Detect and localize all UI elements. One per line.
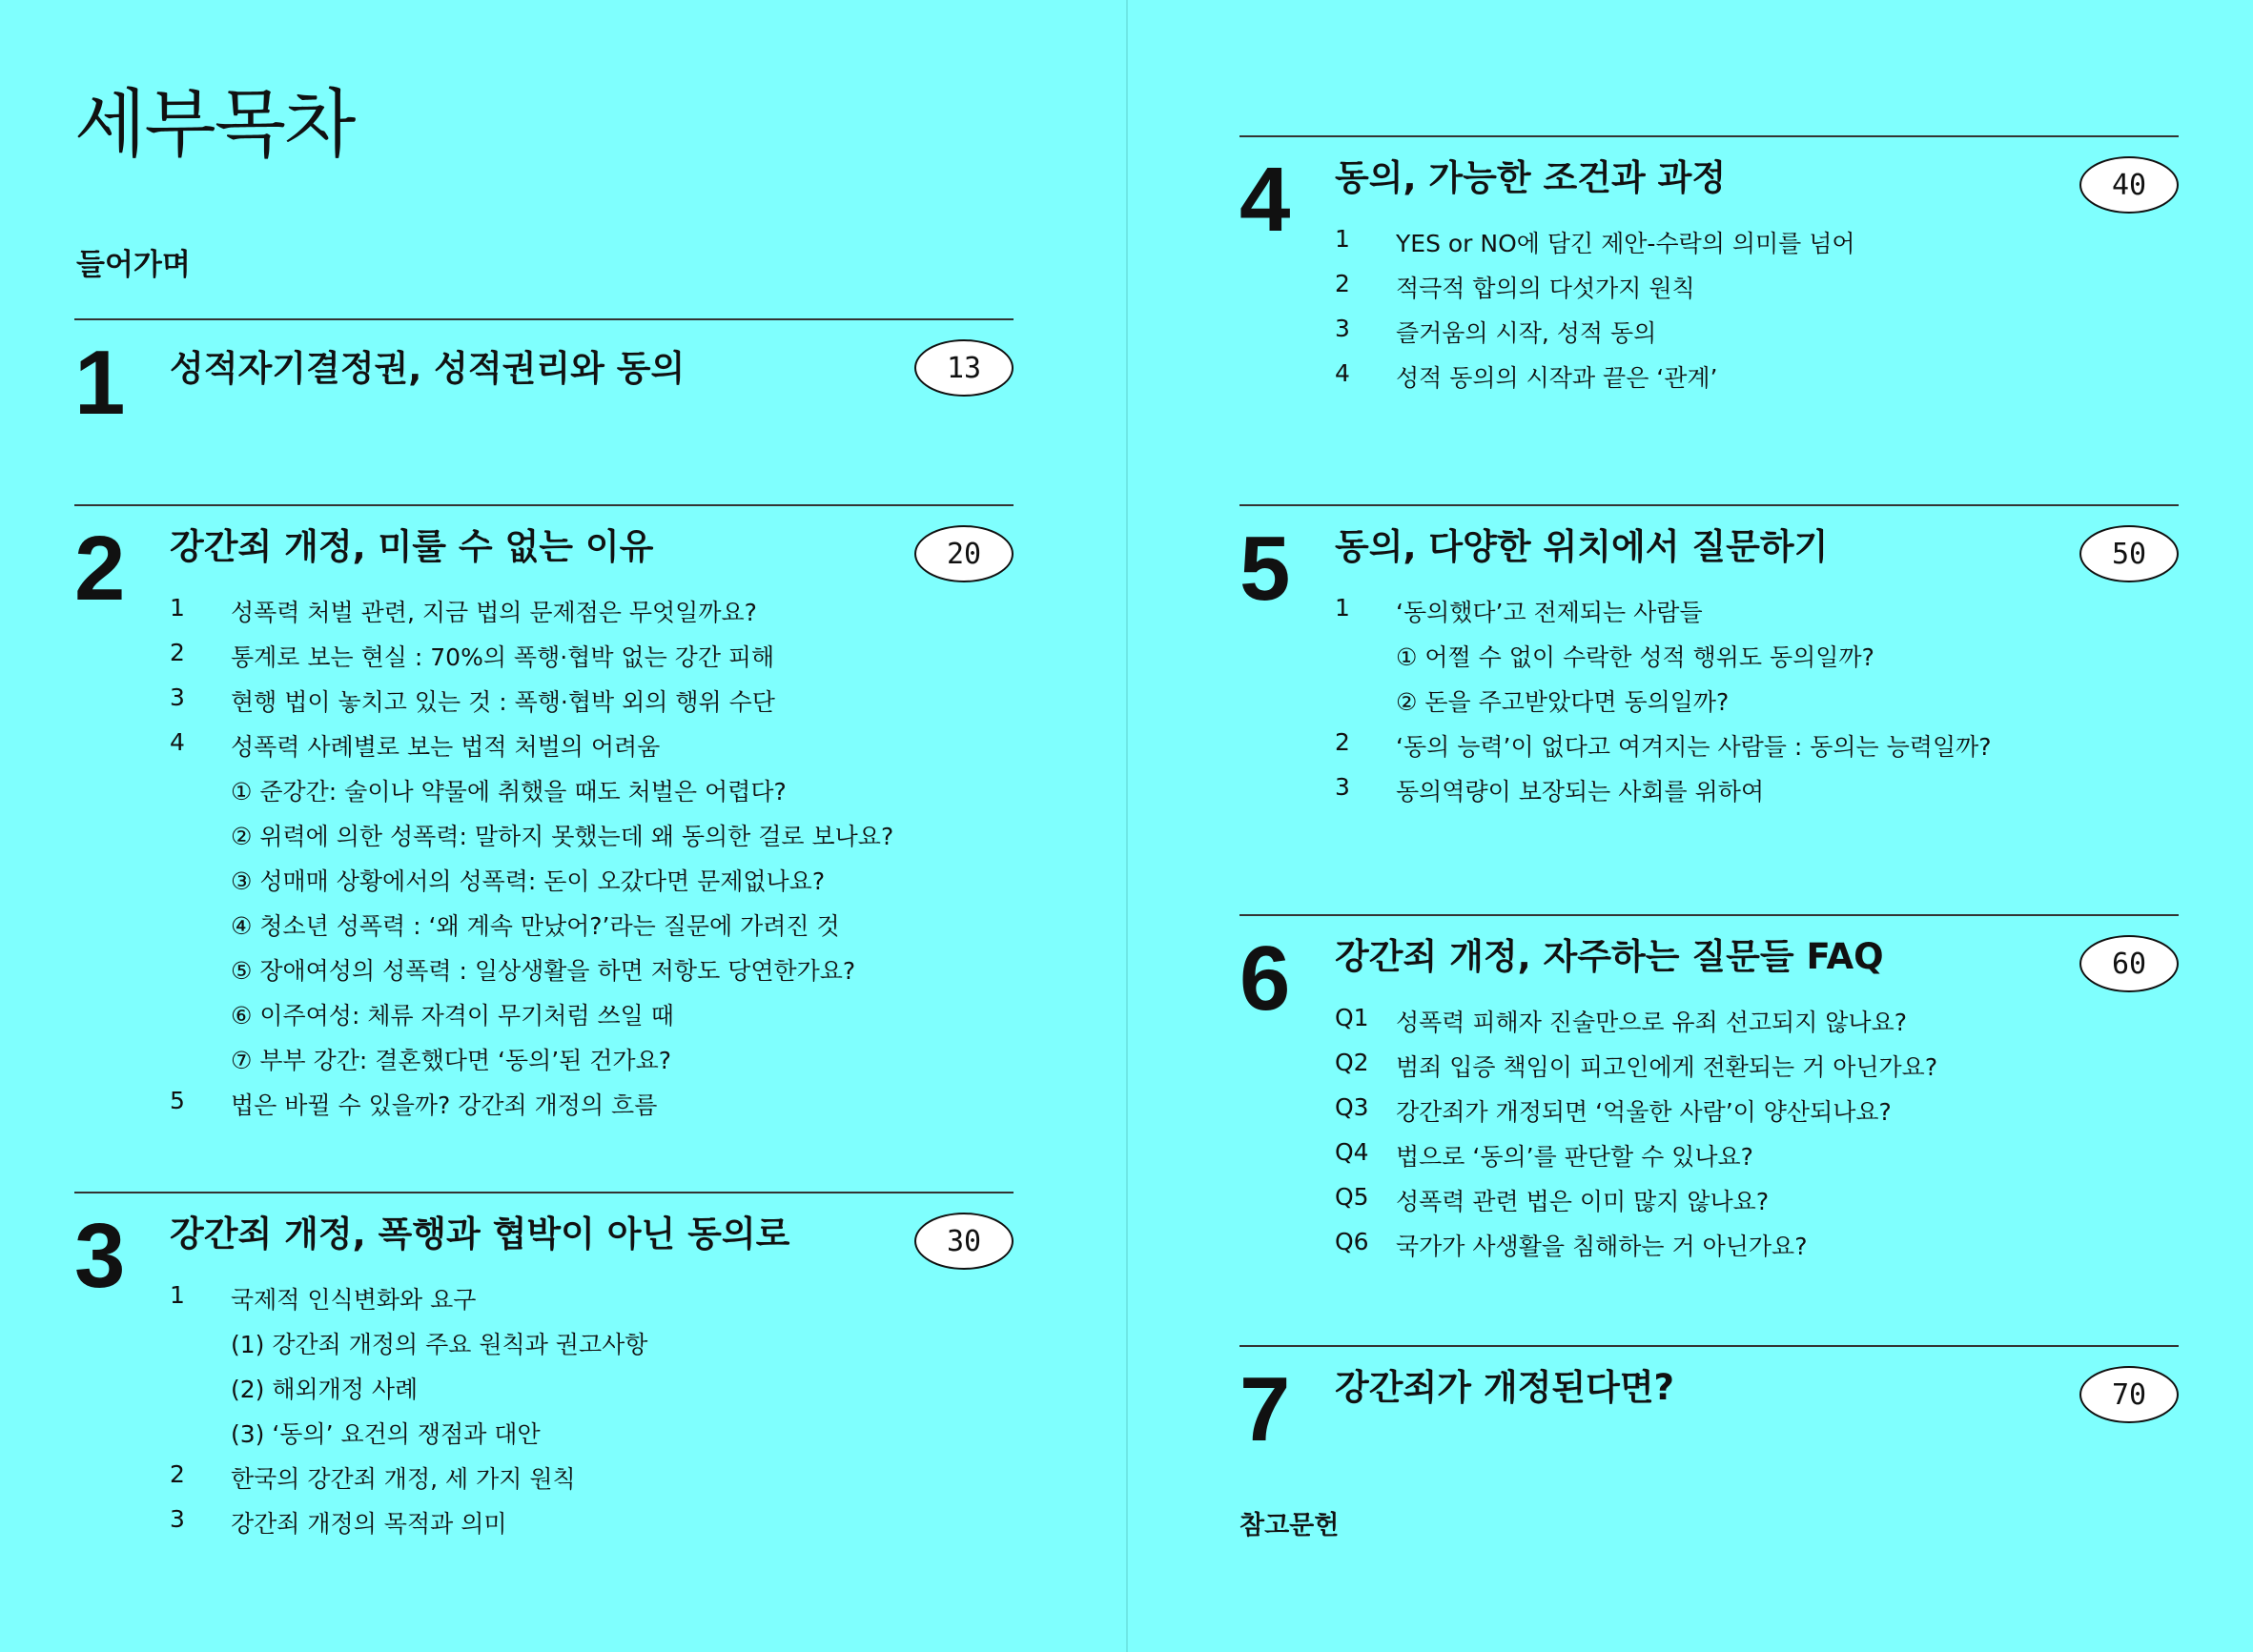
item-text: ⑦ 부부 강간: 결혼했다면 ‘동의’된 건가요? — [231, 1047, 671, 1074]
chapter-6 — [1239, 914, 2179, 1297]
item-text: ④ 청소년 성폭력 : ‘왜 계속 만났어?’라는 질문에 가려진 것 — [231, 912, 840, 940]
item-text: (2) 해외개정 사례 — [231, 1376, 419, 1403]
chapter-2 — [74, 504, 1014, 1119]
item-text: ⑥ 이주여성: 체류 자격이 무기처럼 쓰일 때 — [231, 1002, 674, 1030]
item-number: 2 — [1335, 728, 1350, 756]
chapter-title[interactable]: 강간죄가 개정된다면? — [1335, 1367, 1675, 1408]
chapter-5 — [1239, 504, 2179, 821]
chapter-title[interactable]: 강간죄 개정, 미룰 수 없는 이유 — [170, 526, 654, 567]
item-text: 강간죄 개정의 목적과 의미 — [231, 1510, 507, 1538]
page-title: 세부목차 — [74, 82, 355, 168]
chapter-page-badge[interactable]: 20 — [914, 525, 1014, 582]
item-number: 2 — [1335, 270, 1350, 297]
item-text: 즐거움의 시작, 성적 동의 — [1396, 319, 1657, 347]
item-text: ① 어쩔 수 없이 수락한 성적 행위도 동의일까? — [1396, 643, 1874, 671]
chapter-4 — [1239, 135, 2179, 423]
chapter-7 — [1239, 1345, 2179, 1471]
item-number: 1 — [1335, 594, 1350, 622]
item-text: 적극적 합의의 다섯가지 원칙 — [1396, 275, 1695, 302]
chapter-page-badge[interactable]: 13 — [914, 339, 1014, 397]
item-text: YES or NO에 담긴 제안-수락의 의미를 넘어 — [1396, 230, 1855, 257]
chapter-3 — [74, 1192, 1014, 1556]
item-text: ‘동의했다’고 전제되는 사람들 — [1396, 599, 1703, 626]
item-number: 4 — [170, 728, 185, 756]
chapter-number: 4 — [1239, 149, 1291, 251]
item-number: 2 — [170, 639, 185, 666]
item-text: ② 돈을 주고받았다면 동의일까? — [1396, 688, 1730, 716]
item-text: 통계로 보는 현실 : 70%의 폭행·협박 없는 강간 피해 — [231, 643, 775, 671]
chapter-number: 7 — [1239, 1358, 1291, 1460]
book-spine — [1126, 0, 1128, 1652]
item-number: Q3 — [1335, 1093, 1369, 1121]
item-text: 성폭력 관련 법은 이미 많지 않나요? — [1396, 1188, 1770, 1215]
item-text: 성폭력 피해자 진술만으로 유죄 선고되지 않나요? — [1396, 1009, 1908, 1036]
chapter-number: 1 — [74, 332, 126, 434]
item-number: Q6 — [1335, 1228, 1369, 1255]
item-text: ‘동의 능력’이 없다고 여겨지는 사람들 : 동의는 능력일까? — [1396, 733, 1992, 761]
item-number: 1 — [170, 594, 185, 622]
item-text: (3) ‘동의’ 요건의 쟁점과 대안 — [231, 1420, 541, 1448]
item-number: Q5 — [1335, 1183, 1369, 1211]
item-number: 5 — [170, 1087, 185, 1114]
item-text: 법은 바뀔 수 있을까? 강간죄 개정의 흐름 — [231, 1091, 658, 1119]
item-text: 성폭력 처벌 관련, 지금 법의 문제점은 무엇일까요? — [231, 599, 757, 626]
chapter-page-badge[interactable]: 50 — [2079, 525, 2179, 582]
item-text: ③ 성매매 상황에서의 성폭력: 돈이 오갔다면 문제없나요? — [231, 867, 826, 895]
item-number: 3 — [1335, 773, 1350, 801]
item-text: 성적 동의의 시작과 끝은 ‘관계’ — [1396, 364, 1718, 392]
chapter-page-badge[interactable]: 40 — [2079, 156, 2179, 214]
chapter-page-badge[interactable]: 60 — [2079, 935, 2179, 992]
chapter-page-badge[interactable]: 30 — [914, 1213, 1014, 1270]
chapter-number: 3 — [74, 1205, 126, 1307]
item-text: ⑤ 장애여성의 성폭력 : 일상생활을 하면 저항도 당연한가요? — [231, 957, 856, 985]
chapter-title[interactable]: 동의, 가능한 조건과 과정 — [1335, 157, 1727, 198]
item-text: 법으로 ‘동의’를 판단할 수 있나요? — [1396, 1143, 1753, 1171]
chapter-title[interactable]: 강간죄 개정, 폭행과 협박이 아닌 동의로 — [170, 1214, 790, 1254]
item-text: ② 위력에 의한 성폭력: 말하지 못했는데 왜 동의한 걸로 보나요? — [231, 823, 894, 850]
item-text: 강간죄가 개정되면 ‘억울한 사람’이 양산되나요? — [1396, 1098, 1892, 1126]
chapter-title[interactable]: 강간죄 개정, 자주하는 질문들 FAQ — [1335, 936, 1884, 977]
item-number: 3 — [1335, 315, 1350, 342]
item-number: 4 — [1335, 359, 1350, 387]
item-text: 국제적 인식변화와 요구 — [231, 1286, 477, 1314]
item-text: 국가가 사생활을 침해하는 거 아닌가요? — [1396, 1233, 1808, 1260]
item-number: 3 — [170, 683, 185, 711]
item-number: Q1 — [1335, 1004, 1369, 1031]
item-text: (1) 강간죄 개정의 주요 원칙과 권고사항 — [231, 1331, 648, 1358]
chapter-1 — [74, 318, 1014, 473]
item-text: 동의역량이 보장되는 사회를 위하여 — [1396, 778, 1765, 806]
item-number: Q4 — [1335, 1138, 1369, 1166]
chapter-page-badge[interactable]: 70 — [2079, 1366, 2179, 1423]
chapter-number: 5 — [1239, 518, 1291, 620]
item-number: 2 — [170, 1460, 185, 1488]
item-number: 3 — [170, 1505, 185, 1533]
item-text: 현행 법이 놓치고 있는 것 : 폭행·협박 외의 행위 수단 — [231, 688, 775, 716]
intro-entry[interactable]: 들어가며 — [76, 248, 191, 282]
references-entry[interactable]: 참고문헌 — [1239, 1511, 1340, 1540]
item-text: 범죄 입증 책임이 피고인에게 전환되는 거 아닌가요? — [1396, 1053, 1938, 1081]
item-number: 1 — [170, 1281, 185, 1309]
item-text: ① 준강간: 술이나 약물에 취했을 때도 처벌은 어렵다? — [231, 778, 787, 806]
chapter-title[interactable]: 성적자기결정권, 성적권리와 동의 — [170, 348, 686, 389]
item-text: 성폭력 사례별로 보는 법적 처벌의 어려움 — [231, 733, 661, 761]
chapter-number: 6 — [1239, 928, 1291, 1030]
item-number: Q2 — [1335, 1049, 1369, 1076]
item-number: 1 — [1335, 225, 1350, 253]
chapter-number: 2 — [74, 518, 126, 620]
item-text: 한국의 강간죄 개정, 세 가지 원칙 — [231, 1465, 576, 1493]
chapter-title[interactable]: 동의, 다양한 위치에서 질문하기 — [1335, 526, 1829, 567]
